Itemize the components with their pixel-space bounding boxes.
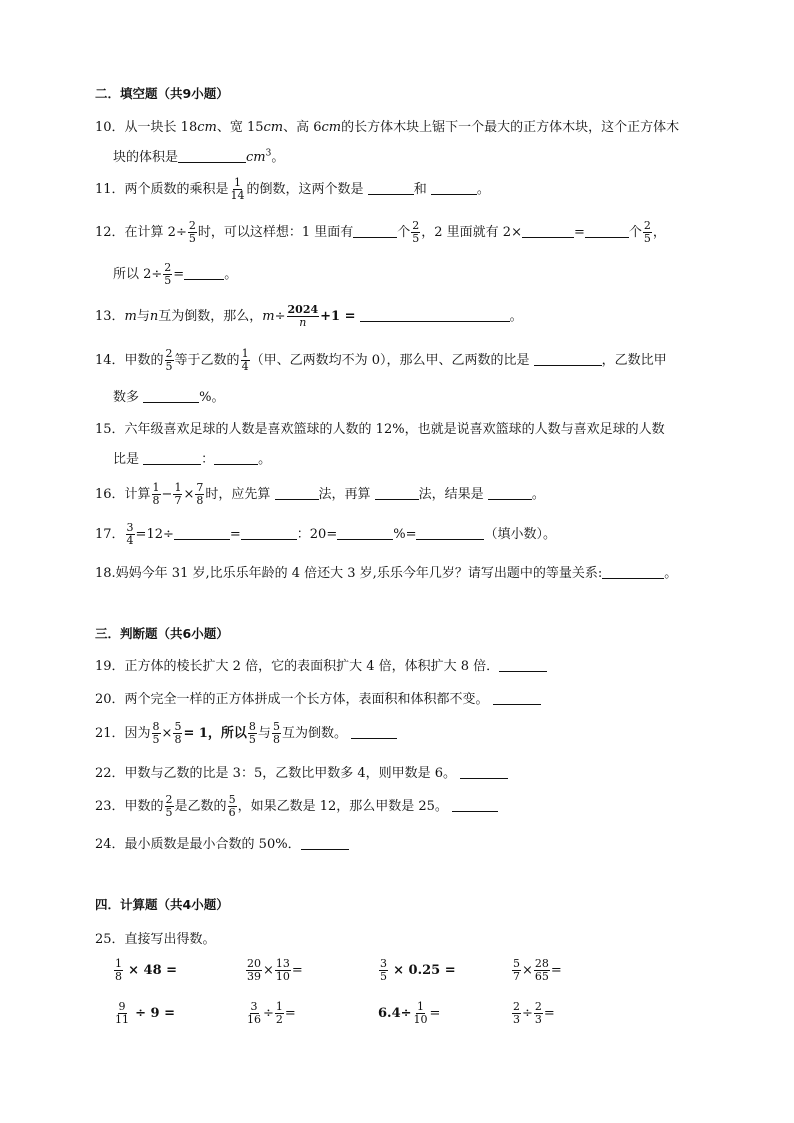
question-12-line2 [113,262,237,287]
period: 。 [224,267,238,282]
denominator: 8 [196,494,204,507]
fraction [272,721,281,746]
question-15-line2 [113,448,271,467]
fraction [411,220,420,245]
fraction [173,482,182,507]
fraction [152,721,161,746]
fraction [512,958,521,983]
q18-text: 18.妈妈今年 31 岁,比乐乐年龄的 4 倍还大 3 岁,乐乐今年几岁？请写出题中的等量关系: [95,566,603,581]
q20-text: 20．两个完全一样的正方体拼成一个长方体，表面积和体积都不变。 [95,692,489,707]
question-25: 25．直接写出得数。 [95,932,216,947]
denominator: 10 [413,1013,428,1026]
denominator: 14 [230,189,245,202]
q21-text-b: 与 [257,726,271,741]
numerator: 1 [234,176,242,189]
calc-item-3 [378,958,456,983]
numerator: 8 [248,720,256,733]
numerator: 8 [152,720,160,733]
q10-text-b: 、宽 15 [216,120,264,135]
unit-cm3: cm [246,150,266,165]
q23-text-b: 是乙数的 [174,799,227,814]
numerator: 5 [174,720,182,733]
q21-text-c: 互为倒数。 [281,726,347,741]
calc-item-5 [113,1001,175,1026]
period: 。 [476,182,490,197]
fraction [126,522,135,547]
denominator: 5 [380,970,387,983]
answer-blank[interactable] [174,526,230,540]
denominator: 5 [188,232,196,245]
calc-item-8 [511,1001,555,1026]
numerator: 5 [513,957,520,970]
q16-text-b: 时，应先算 [205,487,271,502]
q16-text-a: 16．计算 [95,487,151,502]
denominator: 5 [643,232,651,245]
numerator: 3 [380,957,387,970]
question-24 [95,833,349,852]
calc-item-1 [113,958,177,983]
q13-text-c: 互为倒数，那么， [158,309,263,324]
denominator: 4 [126,534,134,547]
fraction [379,958,388,983]
answer-blank[interactable] [493,691,541,705]
fraction [195,482,204,507]
question-10 [95,116,679,135]
q10-line2-text: 块的体积是 [113,150,179,165]
question-10-line2 [113,146,284,165]
numerator: 1 [417,1000,425,1013]
q15-line2-text: 比是 [113,452,140,467]
calc-rest: ÷ 9 = [135,1006,176,1021]
denominator: 16 [247,1013,261,1026]
fraction [643,220,652,245]
numerator: 1 [152,481,160,494]
numerator: 3 [250,1000,258,1013]
section-heading-calculation: 四．计算题（共4小题） [95,897,229,912]
calc-rest: = [550,963,562,978]
calc-rest: = [543,1006,555,1021]
denominator: 5 [165,360,173,373]
question-22 [95,762,508,781]
fraction [246,958,262,983]
times: × [161,726,173,741]
numerator: 1 [275,1000,283,1013]
q17-number: 17． [95,527,125,542]
fraction [246,1001,262,1026]
q12-text-g: 个 [628,225,642,240]
denominator: 6 [228,806,236,819]
fraction [275,1001,284,1026]
section-heading-true-false: 三．判断题（共6小题） [95,626,229,641]
variable-m: m [262,309,275,324]
fraction [275,958,291,983]
percent: %。 [199,390,225,405]
answer-blank[interactable] [431,181,477,195]
exponent: 3 [265,148,272,159]
q10-text-a: 10．从一块长 18 [95,120,198,135]
calc-rest: = [429,1006,441,1021]
q24-text: 24．最小质数是最小合数的 50%． [95,837,301,852]
calc-rest: = [291,963,303,978]
operator: ÷ [263,1006,274,1021]
answer-blank[interactable] [360,308,510,322]
numerator: 2 [164,261,172,274]
calc-item-6 [245,1001,296,1026]
q14-text-b: 等于乙数的 [174,353,240,368]
unit-cm: cm [321,120,342,135]
answer-blank[interactable] [602,565,664,579]
q17-text-f: %= [393,527,417,542]
q23-text-a: 23．甲数的 [95,799,164,814]
q10-text-c: 、高 6 [283,120,322,135]
answer-blank[interactable] [275,486,319,500]
fraction [534,958,550,983]
question-11 [95,177,490,202]
denominator: n [299,316,307,329]
question-12 [95,220,666,245]
answer-blank[interactable] [452,798,498,812]
calc-item-2 [245,958,303,983]
question-14 [95,348,667,373]
variable-m: m [124,309,137,324]
question-23 [95,794,498,819]
unit-cm: cm [263,120,284,135]
denominator: 39 [247,970,261,983]
q21-eq: = 1，所以 [183,726,247,741]
numerator: 2 [188,219,196,232]
answer-blank[interactable] [178,149,246,163]
q22-text: 22．甲数与乙数的比是 3：5，乙数比甲数多 4，则甲数是 6。 [95,766,457,781]
q14-text-c: （甲、乙两数均不为 0），那么甲、乙两数的比是 [250,353,530,368]
denominator: 3 [513,1013,520,1026]
q23-text-c: ，如果乙数是 12，那么甲数是 25。 [237,799,448,814]
fraction [248,721,257,746]
fraction [241,348,250,373]
q16-text-e: 法，结果是 [418,487,484,502]
operator: × [263,963,274,978]
q13-text-b: 与 [136,309,150,324]
operator: × [522,963,533,978]
denominator: 8 [115,970,122,983]
q17-text-b: =12÷ [135,527,174,542]
q11-text-c: 和 [413,182,427,197]
answer-blank[interactable] [416,526,484,540]
numerator: 2 [534,1000,542,1013]
calc-rest: × 48 = [128,963,178,978]
fraction [114,958,123,983]
denominator: 3 [534,1013,542,1026]
period: 。 [664,566,678,581]
denominator: 11 [115,1013,129,1026]
period: 。 [531,487,545,502]
operator: ÷ [522,1006,533,1021]
fraction [114,1001,130,1026]
numerator: 9 [118,1000,126,1013]
calc-item-4 [511,958,562,983]
q12-line2-text: 所以 2÷ [113,267,163,282]
denominator: 2 [275,1013,283,1026]
question-14-line2 [113,386,225,405]
numerator: 1 [241,347,249,360]
question-18 [95,562,677,581]
q17-text-e: ：20= [296,527,338,542]
q13-plus: +1 = [320,309,356,324]
q16-text-c: 法，再算 [318,487,371,502]
question-16 [95,482,545,507]
equals: = [573,225,585,240]
fraction [152,482,161,507]
numerator: 3 [126,521,134,534]
answer-blank[interactable] [351,725,397,739]
numerator: 7 [196,481,204,494]
question-13 [95,304,523,329]
numerator: 5 [272,720,280,733]
denominator: 8 [152,494,160,507]
numerator: 13 [275,957,290,970]
numerator: 20 [247,957,261,970]
colon: ： [201,452,215,467]
period: 。 [258,452,272,467]
q12-text-b: 时，可以这样想：1 里面有 [197,225,354,240]
answer-blank[interactable] [353,224,397,238]
numerator: 2 [412,219,420,232]
q13-number: 13． [95,309,125,324]
fraction [230,177,246,202]
minus: − [161,487,173,502]
denominator: 5 [164,274,172,287]
denominator: 5 [248,733,256,746]
denominator: 65 [534,970,549,983]
numerator: 5 [228,793,236,806]
answer-blank[interactable] [499,658,547,672]
fraction [228,794,237,819]
calc-rest: × 0.25 = [393,963,456,978]
answer-blank[interactable] [460,765,508,779]
question-19 [95,655,547,674]
fraction [512,1001,521,1026]
q12-text-a: 12．在计算 2÷ [95,225,187,240]
numerator: 2024 [287,303,319,316]
fraction [287,304,320,329]
q19-text: 19．正方体的棱长扩大 2 倍，它的表面积扩大 4 倍，体积扩大 8 倍． [95,659,500,674]
question-21 [95,721,397,746]
q17-text-g: （填小数）。 [484,527,556,542]
denominator: 4 [241,360,249,373]
fraction [163,262,172,287]
fraction [165,348,174,373]
calc-pre: 6.4÷ [378,1006,412,1021]
q10-text-d: 的长方体木块上锯下一个最大的正方体木块，这个正方体木 [341,120,680,135]
answer-blank[interactable] [522,224,574,238]
q14-line2-text: 数多 [113,390,140,405]
answer-blank[interactable] [337,526,393,540]
equals: = [173,267,185,282]
answer-blank[interactable] [534,352,602,366]
calc-item-7 [378,1001,440,1026]
answer-blank[interactable] [375,486,419,500]
section-heading-fill-in: 二．填空题（共9小题） [95,86,229,101]
q12-text-e: ，2 里面就有 2× [421,225,522,240]
numerator: 2 [165,347,173,360]
answer-blank[interactable] [301,836,349,850]
question-15: 15．六年级喜欢足球的人数是喜欢篮球的人数的 12%，也就是说喜欢篮球的人数与喜欢足球的人数 [95,422,665,437]
comma: ， [652,225,666,240]
answer-blank[interactable] [143,451,201,465]
numerator: 2 [165,793,173,806]
fraction [173,721,182,746]
question-20 [95,688,541,707]
fraction [188,220,197,245]
equals: = [229,527,241,542]
q11-text-b: 的倒数，这两个数是 [246,182,364,197]
period: 。 [271,150,285,165]
denominator: 5 [412,232,420,245]
q21-text-a: 21．因为 [95,726,151,741]
answer-blank[interactable] [143,389,199,403]
numerator: 1 [115,957,122,970]
denominator: 5 [165,806,173,819]
denominator: 8 [272,733,280,746]
answer-blank[interactable] [488,486,532,500]
answer-blank[interactable] [184,266,224,280]
denominator: 7 [513,970,520,983]
numerator: 1 [174,481,182,494]
q14-text-e: ，乙数比甲 [601,353,667,368]
denominator: 8 [174,733,182,746]
numerator: 2 [643,219,651,232]
answer-blank[interactable] [585,224,629,238]
divide: ÷ [274,309,286,324]
unit-cm: cm [197,120,217,135]
times: × [183,487,195,502]
q14-text-a: 14．甲数的 [95,353,164,368]
q12-text-c: 个 [397,225,411,240]
fraction [413,1001,429,1026]
answer-blank[interactable] [368,181,414,195]
denominator: 10 [275,970,290,983]
question-17 [95,522,556,547]
fraction [534,1001,543,1026]
calc-rest: = [284,1006,296,1021]
denominator: 7 [174,494,182,507]
period: 。 [509,309,523,324]
numerator: 2 [513,1000,520,1013]
answer-blank[interactable] [241,526,297,540]
variable-n: n [149,309,159,324]
numerator: 28 [534,957,549,970]
denominator: 5 [152,733,160,746]
fraction [165,794,174,819]
answer-blank[interactable] [214,451,258,465]
q11-text-a: 11．两个质数的乘积是 [95,182,229,197]
